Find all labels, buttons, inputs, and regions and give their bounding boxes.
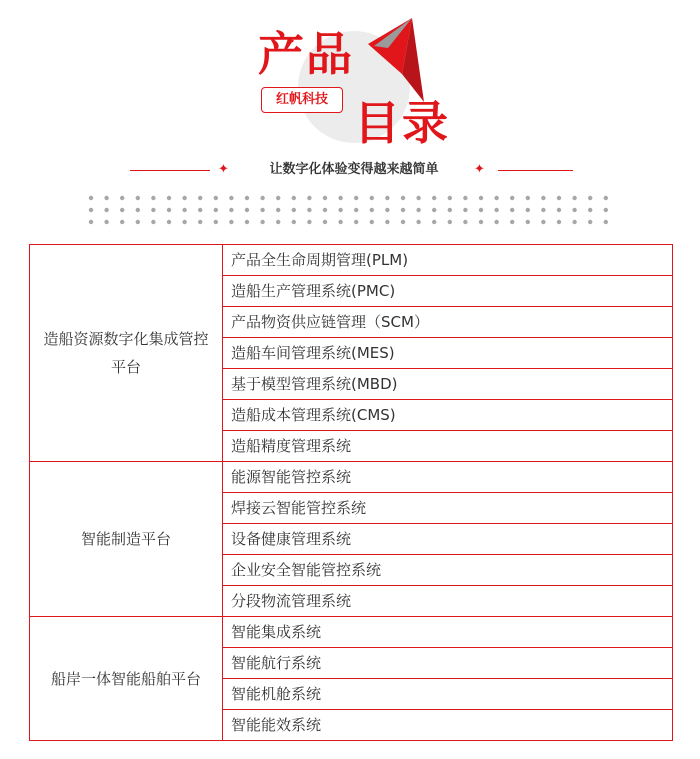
product-item: 设备健康管理系统 — [223, 524, 673, 555]
sparkle-icon: ✦ — [474, 162, 485, 177]
category-cell: 造船资源数字化集成管控平台 — [30, 245, 223, 462]
product-item: 智能机舱系统 — [223, 679, 673, 710]
table-row — [30, 245, 673, 276]
product-item: 分段物流管理系统 — [223, 586, 673, 617]
sparkle-icon: ✦ — [218, 162, 229, 177]
sail-logo-icon — [366, 16, 426, 104]
page-title-part1: 产品 — [258, 27, 354, 81]
product-item: 产品物资供应链管理（SCM） — [223, 307, 673, 338]
table-row — [30, 617, 673, 648]
product-item: 企业安全智能管控系统 — [223, 555, 673, 586]
tagline: 让数字化体验变得越来越简单 — [269, 162, 439, 177]
product-item: 智能集成系统 — [223, 617, 673, 648]
product-item: 造船生产管理系统(PMC) — [223, 276, 673, 307]
product-item: 智能航行系统 — [223, 648, 673, 679]
product-item: 造船车间管理系统(MES) — [223, 338, 673, 369]
product-item: 基于模型管理系统(MBD) — [223, 369, 673, 400]
product-item: 造船成本管理系统(CMS) — [223, 400, 673, 431]
tagline-row — [0, 150, 700, 190]
product-item: 智能能效系统 — [223, 710, 673, 741]
category-cell: 船岸一体智能船舶平台 — [30, 617, 223, 741]
page-title-part2: 目录 — [354, 96, 450, 150]
product-catalog-table — [29, 244, 673, 741]
table-row — [30, 462, 673, 493]
dot-grid-decoration — [0, 190, 700, 230]
brand-badge: 红帆科技 — [261, 87, 343, 113]
catalog-header — [0, 0, 700, 245]
product-item: 能源智能管控系统 — [223, 462, 673, 493]
product-item: 焊接云智能管控系统 — [223, 493, 673, 524]
product-item: 造船精度管理系统 — [223, 431, 673, 462]
product-item: 产品全生命周期管理(PLM) — [223, 245, 673, 276]
category-cell: 智能制造平台 — [30, 462, 223, 617]
divider-line-left — [130, 170, 210, 171]
divider-line-right — [498, 170, 573, 171]
